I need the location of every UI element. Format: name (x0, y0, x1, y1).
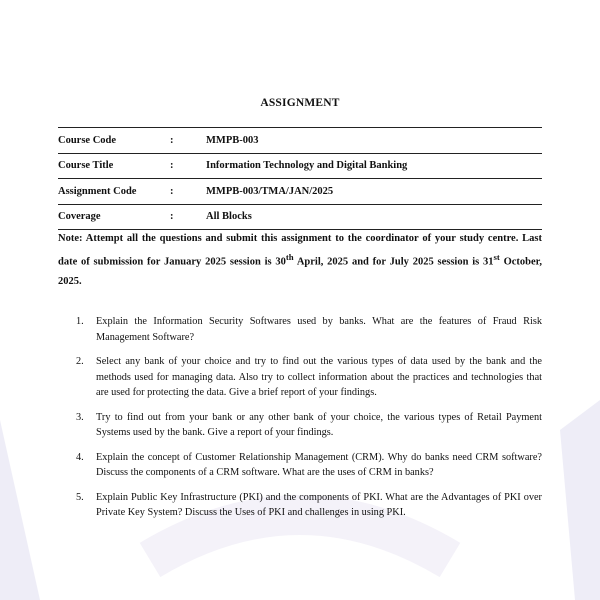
course-title-row (58, 154, 542, 180)
question-text: Explain the Information Security Softwares used by banks. What are the features of Fraud Risk Management Software? (96, 316, 542, 343)
separator: : (170, 134, 174, 146)
note-superscript-th: th (285, 252, 294, 262)
coverage-label: Coverage (58, 211, 101, 223)
assignment-code-label: Assignment Code (58, 185, 137, 197)
question-number: 4. (76, 451, 84, 463)
separator: : (170, 160, 174, 172)
question-number: 5. (76, 491, 84, 503)
question-text: Select any bank of your choice and try to find out the various types of data used by the bank and the methods used for managing data. Also try to collect information about the practices and technologies that are used for protecting the data. Give a brief report of your findings. (96, 356, 542, 398)
note-text-part3: October, 2025. (58, 256, 542, 287)
question-number: 3. (76, 411, 84, 423)
assignment-code-row (58, 179, 542, 205)
course-code-row (58, 128, 542, 154)
question-item (76, 490, 542, 521)
assignment-code-value: MMPB-003/TMA/JAN/2025 (206, 185, 334, 197)
question-text: Explain Public Key Infrastructure (PKI) and the components of PKI. What are the Advantages of PKI over Private Key System? Discuss the Uses of PKI and challenges in using PKI. (96, 491, 542, 518)
question-item (76, 410, 542, 441)
question-text: Try to find out from your bank or any other bank of your choice, the various types of Retail Payment Systems used by the bank. Give a report of your findings. (96, 411, 542, 438)
submission-note (58, 229, 542, 291)
question-text: Explain the concept of Customer Relationship Management (CRM). Why do banks need CRM software? Discuss the components of a CRM software. What are the uses of CRM in banks? (96, 451, 542, 478)
course-code-label: Course Code (58, 134, 117, 146)
question-number: 2. (76, 356, 84, 367)
course-title-value: Information Technology and Digital Banking (206, 160, 408, 172)
note-text-part1: Note: Attempt all the questions and submit this assignment to the coordinator of your study centre. Last date of submission for January 2025 session is 30 (58, 233, 542, 268)
question-list (76, 314, 542, 530)
question-item (76, 354, 542, 401)
question-item (76, 314, 542, 345)
course-info-table (58, 127, 542, 230)
separator: : (170, 185, 174, 197)
course-code-value: MMPB-003 (206, 134, 259, 146)
coverage-row (58, 205, 542, 230)
separator: : (170, 211, 174, 223)
question-number: 1. (76, 316, 84, 327)
question-item (76, 450, 542, 481)
coverage-value: All Blocks (206, 211, 252, 223)
note-text-part2: April, 2025 and for July 2025 session is 31 (293, 256, 494, 268)
document-title: ASSIGNMENT (260, 97, 340, 109)
note-superscript-st: st (493, 252, 500, 262)
course-title-label: Course Title (58, 160, 114, 172)
